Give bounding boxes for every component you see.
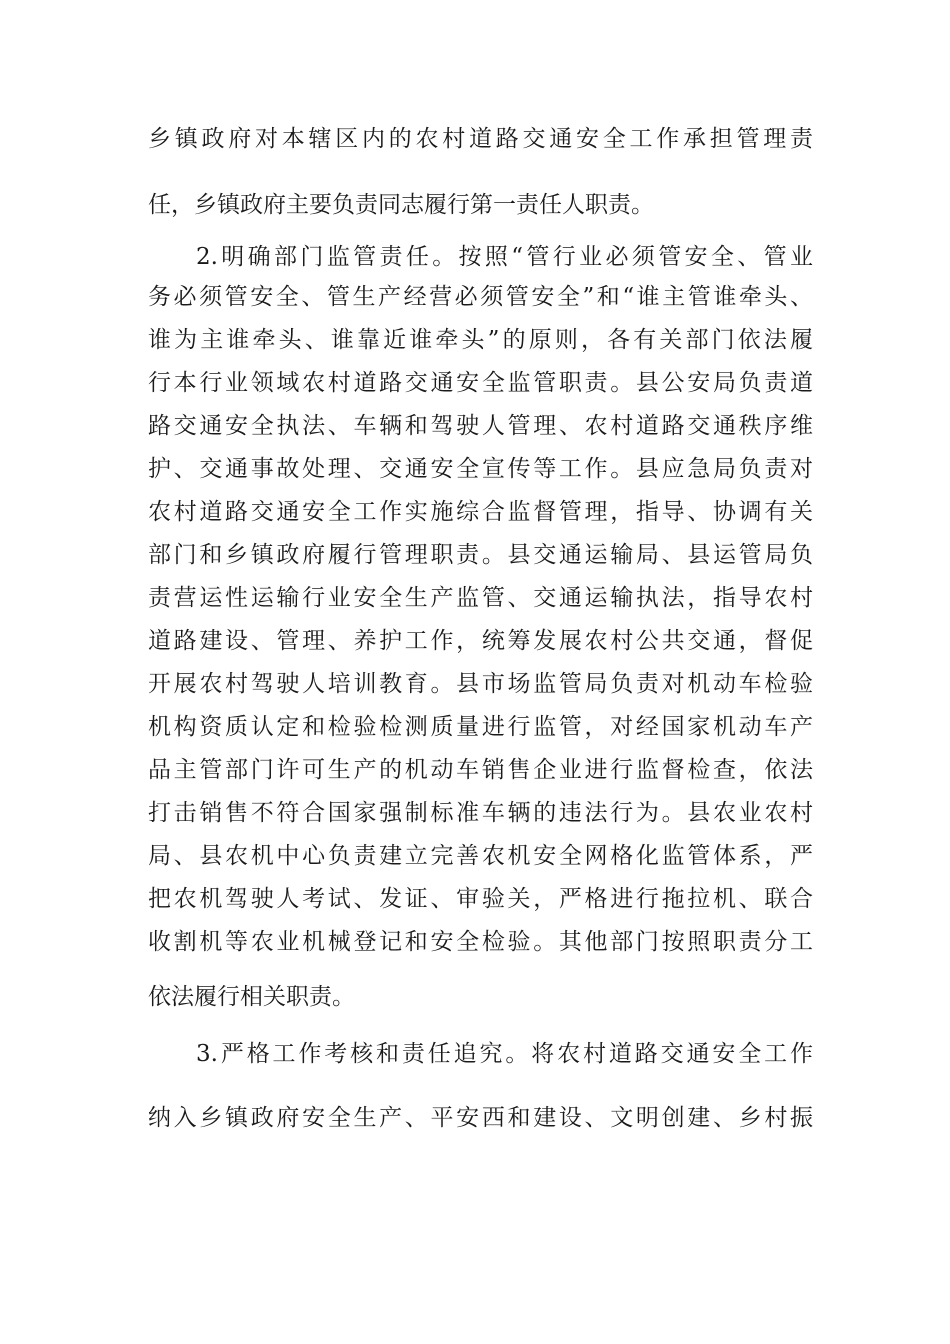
text-line-9: 农村道路交通安全工作实施综合监督管理，指导、协调有关 xyxy=(148,499,813,525)
text-line-11: 责营运性运输行业安全生产监管、交通运输执法，指导农村 xyxy=(148,585,813,611)
text-line-8: 护、交通事故处理、交通安全宣传等工作。县应急局负责对 xyxy=(148,456,813,482)
text-line-20: 依法履行相关职责。 xyxy=(148,984,355,1010)
text-line-5: 谁为主谁牵头、谁靠近谁牵头”的原则，各有关部门依法履 xyxy=(148,327,813,353)
text-line-22: 纳入乡镇政府安全生产、平安西和建设、文明创建、乡村振 xyxy=(148,1105,813,1131)
text-line-2: 任，乡镇政府主要负责同志履行第一责任人职责。 xyxy=(148,192,654,218)
text-line-16: 打击销售不符合国家强制标准车辆的违法行为。县农业农村 xyxy=(148,800,813,826)
text-line-18: 把农机驾驶人考试、发证、审验关，严格进行拖拉机、联合 xyxy=(148,886,813,912)
text-line-19: 收割机等农业机械登记和安全检验。其他部门按照职责分工 xyxy=(148,929,813,955)
text-line-7: 路交通安全执法、车辆和驾驶人管理、农村道路交通秩序维 xyxy=(148,413,813,439)
text-line-4: 务必须管安全、管生产经营必须管安全”和“谁主管谁牵头、 xyxy=(148,284,813,310)
text-line-21: 3.严格工作考核和责任追究。将农村道路交通安全工作 xyxy=(196,1041,813,1067)
text-line-12: 道路建设、管理、养护工作，统筹发展农村公共交通，督促 xyxy=(148,628,813,654)
text-line-3: 2.明确部门监管责任。按照“管行业必须管安全、管业 xyxy=(196,244,813,270)
text-line-15: 品主管部门许可生产的机动车销售企业进行监督检查，依法 xyxy=(148,757,813,783)
text-line-10: 部门和乡镇政府履行管理职责。县交通运输局、县运管局负 xyxy=(148,542,813,568)
text-line-14: 机构资质认定和检验检测质量进行监管，对经国家机动车产 xyxy=(148,714,813,740)
text-line-6: 行本行业领域农村道路交通安全监管职责。县公安局负责道 xyxy=(148,370,813,396)
text-line-17: 局、县农机中心负责建立完善农机安全网格化监管体系，严 xyxy=(148,843,813,869)
text-line-1: 乡镇政府对本辖区内的农村道路交通安全工作承担管理责 xyxy=(148,126,813,152)
text-line-13: 开展农村驾驶人培训教育。县市场监管局负责对机动车检验 xyxy=(148,671,813,697)
